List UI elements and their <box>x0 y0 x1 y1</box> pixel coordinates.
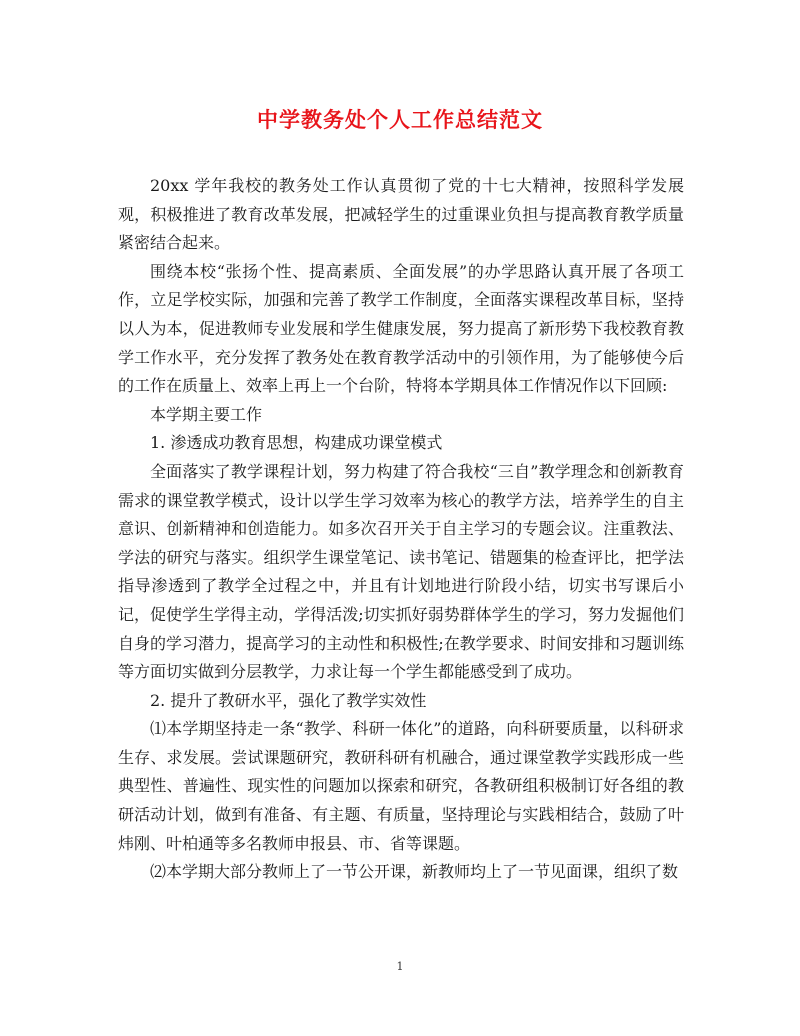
document-body <box>118 172 684 887</box>
section-heading-main-work: 本学期主要工作 <box>150 404 263 424</box>
paragraph-research-1: ⑴本学期坚持走一条“教学、科研一体化”的道路，向科研要质量，以科研求生存、求发展。尝试课题研究，教研科研有机融合，通过课堂教学实践形成一些典型性、普遍性、现实性的问题加以探索和研究，各教研组积极制订好各组的教研活动计划，做到有准备、有主题、有质量，坚持理论与实践相结合，鼓励了叶炜刚、叶柏通等多名教师申报县、市、省等课题。 <box>118 719 684 853</box>
page-number: 1 <box>396 960 404 973</box>
paragraph-success-education: 全面落实了教学课程计划，努力构建了符合我校“三自”教学理念和创新教育需求的课堂教学模式，设计以学生学习效率为核心的教学方法，培养学生的自主意识、创新精神和创造能力。如多次召开关于自主学习的专题会议。注重教法、学法的研究与落实。组织学生课堂笔记、读书笔记、错题集的检查评比，把学法指导渗透到了教学全过程之中，并且有计划地进行阶段小结，切实书写课后小记，促使学生学得主动，学得活泼;切实抓好弱势群体学生的学习，努力发掘他们自身的学习潜力，提高学习的主动性和积极性;在教学要求、时间安排和习题训练等方面切实做到分层教学，力求让每一个学生都能感受到了成功。 <box>118 461 684 682</box>
paragraph-research-2: ⑵本学期大部分教师上了一节公开课，新教师均上了一节见面课，组织了数 <box>150 862 679 882</box>
paragraph-intro: 20xx 学年我校的教务处工作认真贯彻了党的十七大精神，按照科学发展观，积极推进了教育改革发展，把减轻学生的过重课业负担与提高教育教学质量紧密结合起来。 <box>118 176 684 253</box>
paragraph-overview: 围绕本校“张扬个性、提高素质、全面发展”的办学思路认真开展了各项工作，立足学校实际，加强和完善了教学工作制度，全面落实课程改革目标，坚持以人为本，促进教师专业发展和学生健康发展，努力提高了新形势下我校教育教学工作水平，充分发挥了教务处在教育教学活动中的引领作用，为了能够使今后的工作在质量上、效率上再上一个台阶，特将本学期具体工作情况作以下回顾: <box>118 261 684 396</box>
subheading-1: 1. 渗透成功教育思想，构建成功课堂模式 <box>150 433 443 453</box>
subheading-2: 2. 提升了教研水平，强化了教学实效性 <box>150 690 427 710</box>
document-title: 中学教务处个人工作总结范文 <box>257 107 543 132</box>
